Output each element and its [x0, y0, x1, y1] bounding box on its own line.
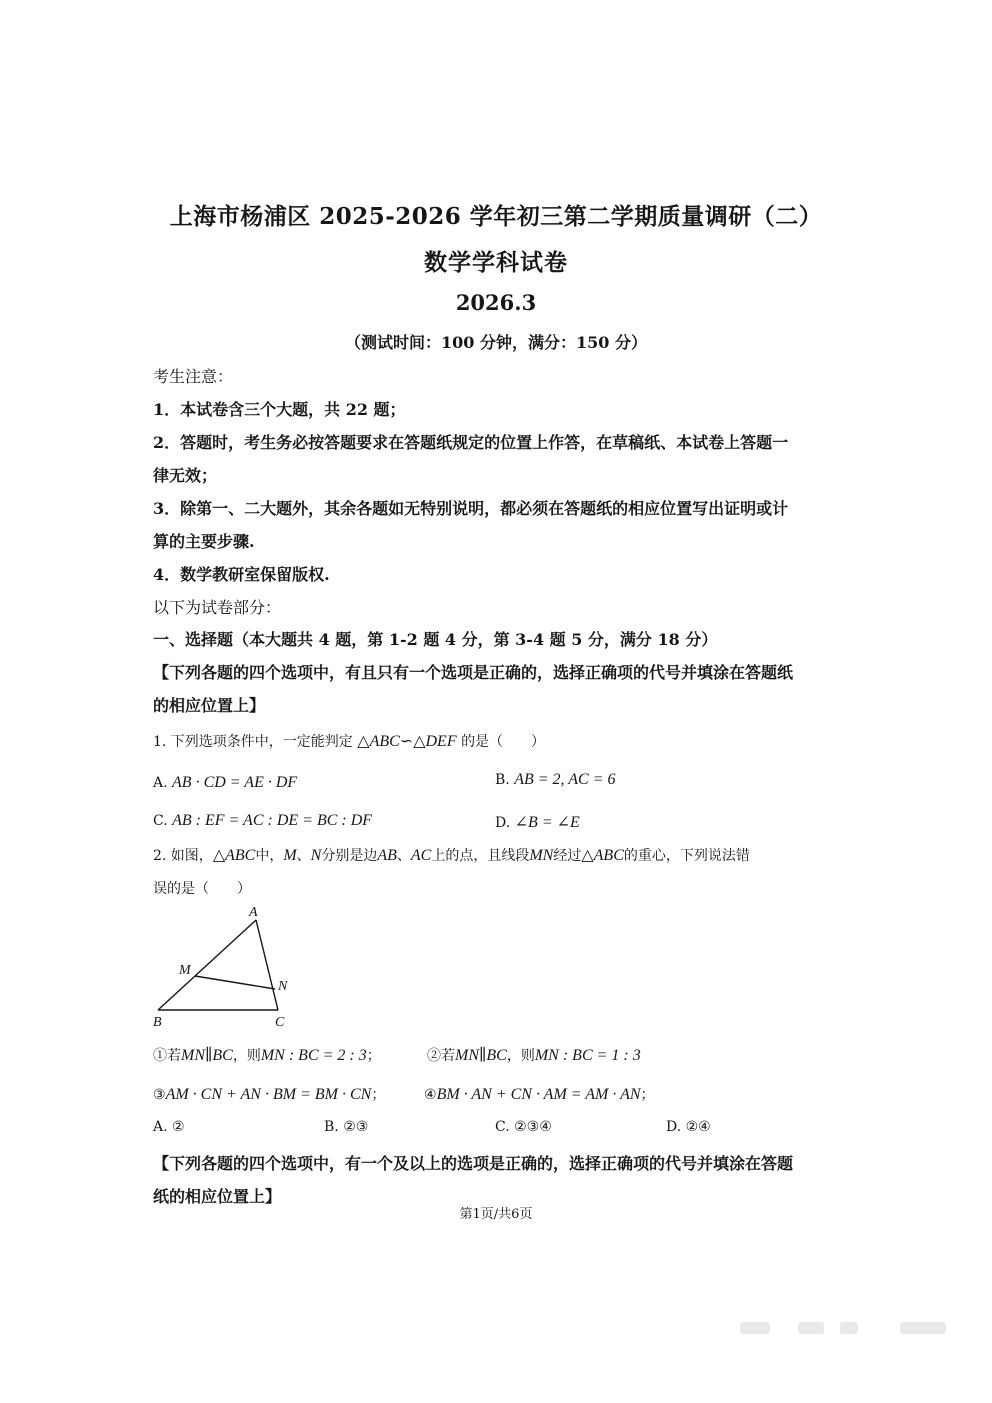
label-m: M: [179, 963, 191, 978]
side-ab: [158, 920, 256, 1010]
math: MN: [529, 847, 554, 864]
watermark-smudge: [900, 1322, 946, 1334]
question-2-option-c: C. ②③④: [495, 1119, 552, 1135]
text: ；: [371, 1087, 386, 1103]
segment-mn: [195, 976, 275, 989]
math: △ABC: [212, 847, 256, 864]
question-2-option-b: B. ②③: [324, 1119, 369, 1135]
notice-item-1: 1．本试卷含三个大题，共 22 题；: [153, 400, 406, 419]
exam-time-note: （测试时间：100 分钟，满分：150 分）: [345, 333, 647, 352]
triangle-figure: [148, 900, 298, 1034]
text: ；: [366, 1048, 381, 1064]
text: 经过: [553, 848, 582, 864]
section-instruction-2a: 【下列各题的四个选项中，有一个及以上的选项是正确的，选择正确项的代号并填涂在答题: [153, 1154, 794, 1173]
question-2-option-a: A. ②: [153, 1119, 185, 1135]
text: ①若: [153, 1048, 181, 1064]
text: ④: [424, 1087, 437, 1103]
notice-item-2b: 律无效；: [153, 466, 218, 485]
label-n: N: [278, 979, 288, 994]
option-text: ∠B = ∠E: [514, 814, 580, 831]
text: ③: [153, 1087, 166, 1103]
statement-4: [424, 1084, 655, 1104]
math: AM · CN + AN · BM = BM · CN: [165, 1086, 372, 1103]
question-1-prefix: 1. 下列选项条件中，一定能判定: [153, 734, 353, 750]
statement-2: [427, 1045, 641, 1065]
math: AB: [377, 847, 397, 864]
statement-3: [153, 1084, 385, 1104]
option-label: B.: [495, 772, 510, 788]
option-label: D.: [495, 815, 511, 831]
option-text: AB = 2, AC = 6: [514, 771, 616, 788]
watermark-smudge: [798, 1322, 824, 1334]
section-heading: 一、选择题（本大题共 4 题，第 1-2 题 4 分，第 3-4 题 5 分，满分 18 分）: [153, 630, 718, 649]
label-b: B: [153, 1015, 162, 1030]
math: N: [310, 847, 322, 864]
text: 的重心，下列说法错: [623, 848, 750, 864]
math: AC: [410, 847, 432, 864]
text: ，则: [506, 1048, 535, 1064]
notice-heading: 考生注意：: [153, 367, 234, 386]
question-2-stem-line-2: 误的是（ ）: [153, 881, 251, 897]
text: 上的点，且线段: [431, 848, 530, 864]
math: MN∥BC: [455, 1047, 507, 1064]
question-1-option-c: [153, 812, 372, 830]
notice-item-2a: 2．答题时，考生务必按答题要求在答题纸规定的位置上作答，在草稿纸、本试卷上答题一: [153, 433, 789, 452]
math: △ABC: [581, 847, 624, 864]
text: 分别是边: [321, 848, 378, 864]
text: ②若: [427, 1048, 455, 1064]
question-1-option-d: [495, 812, 580, 832]
question-1-math: △ABC∽△DEF: [357, 733, 457, 750]
section-instruction-2b: 纸的相应位置上】: [153, 1187, 282, 1206]
math: MN∥BC: [181, 1047, 233, 1064]
watermark-smudge: [840, 1322, 858, 1334]
math: BM · AN + CN · AM = AM · AN: [436, 1086, 641, 1103]
label-a: A: [249, 905, 258, 920]
section-instruction-1b: 的相应位置上】: [153, 696, 266, 715]
question-1-option-a: [153, 774, 297, 792]
notice-item-3a: 3．除第一、二大题外，其余各题如无特别说明，都必须在答题纸的相应位置写出证明或计: [153, 499, 789, 518]
math: MN : BC = 1 : 3: [534, 1047, 641, 1064]
question-2-stem-line-1: [153, 845, 833, 865]
section-intro: 以下为试卷部分：: [153, 598, 282, 617]
question-1-option-b: [495, 771, 616, 789]
option-text: AB : EF = AC : DE = BC : DF: [172, 812, 373, 829]
question-2-option-d: D. ②④: [666, 1119, 711, 1135]
math: MN : BC = 2 : 3: [260, 1047, 367, 1064]
exam-subtitle: 数学学科试卷: [424, 249, 568, 276]
exam-date: 2026.3: [455, 290, 537, 315]
question-1-suffix: 的是（ ）: [461, 734, 546, 750]
section-instruction-1a: 【下列各题的四个选项中，有且只有一个选项是正确的，选择正确项的代号并填涂在答题纸: [153, 663, 794, 682]
text: ，则: [232, 1048, 261, 1064]
label-c: C: [275, 1015, 285, 1030]
question-1-stem: [153, 731, 833, 751]
text: 、: [296, 848, 311, 864]
option-text: AB · CD = AE · DF: [172, 774, 298, 791]
text: ；: [640, 1087, 655, 1103]
exam-title: 上海市杨浦区 2025-2026 学年初三第二学期质量调研（二）: [169, 203, 823, 230]
option-label: C.: [153, 813, 168, 829]
side-ac: [256, 920, 278, 1010]
option-label: A.: [153, 775, 168, 791]
notice-item-4: 4．数学教研室保留版权.: [153, 565, 330, 584]
text: 2. 如图，: [153, 848, 213, 864]
page-footer: 第1页/共6页: [459, 1207, 533, 1222]
text: 中，: [255, 848, 284, 864]
math: M: [283, 847, 297, 864]
triangle-svg: [148, 900, 298, 1034]
notice-item-3b: 算的主要步骤.: [153, 532, 255, 551]
statement-1: [153, 1045, 381, 1065]
watermark-smudge: [740, 1322, 770, 1334]
text: 、: [396, 848, 411, 864]
